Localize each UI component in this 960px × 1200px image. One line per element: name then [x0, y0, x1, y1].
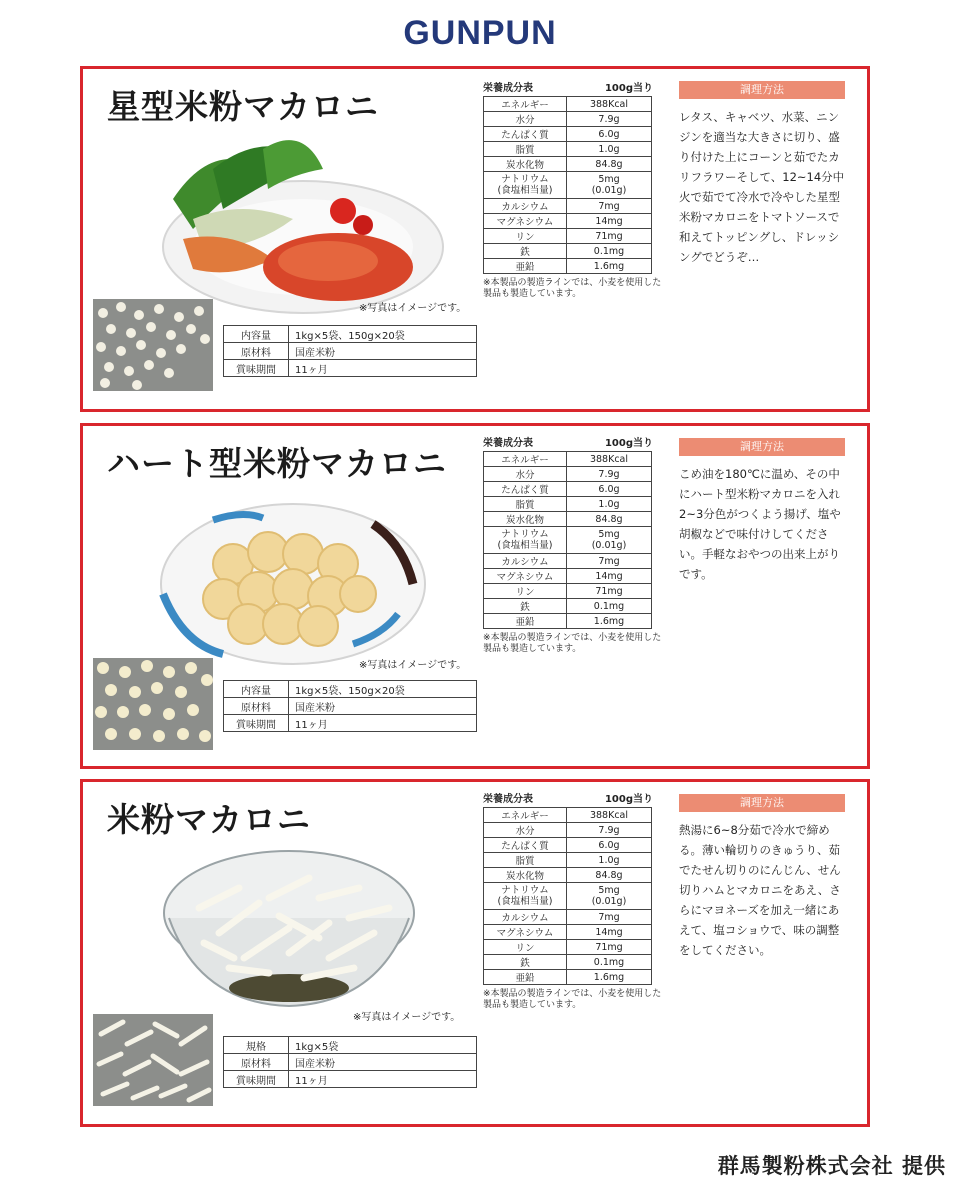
nutrient-label: 水分	[484, 467, 567, 482]
nutrient-value: 0.1mg	[567, 955, 652, 970]
spec-row	[224, 1071, 477, 1088]
nutrient-label: マグネシウム	[484, 925, 567, 940]
nutrient-label: たんぱく質	[484, 838, 567, 853]
spec-row	[224, 715, 477, 732]
product-title: 星型米粉マカロニ	[107, 87, 379, 126]
nutrient-label: 鉄	[484, 955, 567, 970]
cooking-method-text: 熱湯に6~8分茹で冷水で締める。薄い輪切りのきゅうり、茹でたせん切りのにんじん、せん切りハムとマカロニをあえ、さらにマヨネーズを加え一緒にあえて、塩コショウで、味の調整をしてください。	[679, 823, 841, 957]
brand-logo: GUNPUN	[403, 14, 557, 52]
nutrient-value: 7.9g	[567, 467, 652, 482]
cooking-method-text: レタス、キャベツ、水菜、ニンジンを適当な大きさに切り、盛り付けた上にコーンと茹でたカリフラワーそして、12~14分中火で茹でて冷水で冷やした星型米粉マカロニをトマトソースで和えてトッピングし、ドレッシングでどうぞ…	[679, 110, 845, 264]
nutrient-value: 5mg (0.01g)	[567, 883, 652, 910]
nutrient-label: リン	[484, 229, 567, 244]
nutrient-value: 388Kcal	[567, 97, 652, 112]
nutrient-label: カルシウム	[484, 554, 567, 569]
nutrition-title: 栄養成分表	[483, 794, 533, 805]
nutrient-value: 1.6mg	[567, 970, 652, 985]
nutrient-value: 6.0g	[567, 482, 652, 497]
nutrition-table	[483, 451, 652, 629]
nutrition-title: 栄養成分表	[483, 83, 533, 94]
nutrient-label: エネルギー	[484, 452, 567, 467]
spec-value: 国産米粉	[289, 1054, 477, 1071]
nutrient-value: 84.8g	[567, 157, 652, 172]
nutrient-value: 6.0g	[567, 838, 652, 853]
nutrient-value: 7.9g	[567, 112, 652, 127]
nutrient-value: 6.0g	[567, 127, 652, 142]
spec-row	[224, 1037, 477, 1054]
nutrient-value: 0.1mg	[567, 599, 652, 614]
nutrient-label: 水分	[484, 823, 567, 838]
nutrition-table	[483, 807, 652, 985]
spec-key: 賞味期間	[224, 1071, 289, 1088]
nutrient-label: カルシウム	[484, 910, 567, 925]
nutrient-label: 炭水化物	[484, 512, 567, 527]
nutrition-table-block	[483, 434, 663, 655]
nutrient-value: 71mg	[567, 229, 652, 244]
cooking-method-header: 調理方法	[679, 794, 845, 812]
product-title: 米粉マカロニ	[107, 800, 311, 839]
allergen-note: ※本製品の製造ラインでは、小麦を使用した製品も製造しています。	[483, 633, 662, 654]
cooking-method-header: 調理方法	[679, 438, 845, 456]
nutrient-value: 7mg	[567, 199, 652, 214]
nutrient-label: ナトリウム (食塩相当量)	[484, 172, 567, 199]
nutrient-label: ナトリウム (食塩相当量)	[484, 883, 567, 910]
nutrient-value: 71mg	[567, 940, 652, 955]
nutrient-value: 84.8g	[567, 868, 652, 883]
nutrient-value: 14mg	[567, 569, 652, 584]
nutrition-title: 栄養成分表	[483, 438, 533, 449]
nutrient-value: 7mg	[567, 910, 652, 925]
salad-dish-photo	[153, 129, 453, 319]
spec-key: 内容量	[224, 326, 289, 343]
star-macaroni-thumbnail	[93, 299, 213, 391]
allergen-note: ※本製品の製造ラインでは、小麦を使用した製品も製造しています。	[483, 989, 662, 1010]
provider-credit: 群馬製粉株式会社 提供	[717, 1154, 946, 1178]
nutrition-per: 100g当り	[604, 438, 653, 449]
nutrient-label: 鉄	[484, 599, 567, 614]
nutrient-value: 84.8g	[567, 512, 652, 527]
nutrient-value: 7.9g	[567, 823, 652, 838]
spec-key: 原材料	[224, 1054, 289, 1071]
nutrient-value: 1.0g	[567, 853, 652, 868]
nutrient-label: 炭水化物	[484, 157, 567, 172]
spec-key: 原材料	[224, 343, 289, 360]
nutrient-label: リン	[484, 584, 567, 599]
product-title: ハート型米粉マカロニ	[107, 444, 447, 483]
nutrition-per: 100g当り	[604, 83, 653, 94]
straight-macaroni-thumbnail	[93, 1014, 213, 1106]
nutrient-label: 脂質	[484, 142, 567, 157]
nutrition-header	[483, 79, 653, 94]
photo-caption: ※写真はイメージです。	[359, 660, 467, 671]
nutrient-label: たんぱく質	[484, 482, 567, 497]
nutrient-value: 1.6mg	[567, 614, 652, 629]
nutrient-label: 鉄	[484, 244, 567, 259]
spec-key: 内容量	[224, 681, 289, 698]
nutrient-label: 脂質	[484, 853, 567, 868]
spec-table	[223, 680, 477, 732]
nutrient-label: エネルギー	[484, 808, 567, 823]
nutrient-label: ナトリウム (食塩相当量)	[484, 527, 567, 554]
nutrient-value: 14mg	[567, 925, 652, 940]
nutrient-label: 亜鉛	[484, 614, 567, 629]
nutrient-value: 5mg (0.01g)	[567, 172, 652, 199]
spec-row	[224, 326, 477, 343]
nutrient-label: たんぱく質	[484, 127, 567, 142]
heart-macaroni-thumbnail	[93, 658, 213, 750]
fried-macaroni-dish-photo	[153, 484, 433, 674]
nutrient-label: マグネシウム	[484, 214, 567, 229]
spec-value: 国産米粉	[289, 343, 477, 360]
nutrient-value: 5mg (0.01g)	[567, 527, 652, 554]
spec-row	[224, 1054, 477, 1071]
nutrient-label: カルシウム	[484, 199, 567, 214]
spec-value: 11ヶ月	[289, 1071, 477, 1088]
spec-value: 1kg×5袋、150g×20袋	[289, 326, 477, 343]
cooking-method-header: 調理方法	[679, 81, 845, 99]
spec-key: 原材料	[224, 698, 289, 715]
nutrient-value: 388Kcal	[567, 452, 652, 467]
photo-caption: ※写真はイメージです。	[353, 1012, 461, 1023]
nutrition-table-block	[483, 79, 663, 300]
nutrient-value: 7mg	[567, 554, 652, 569]
spec-value: 1kg×5袋	[289, 1037, 477, 1054]
spec-key: 規格	[224, 1037, 289, 1054]
product-panel-star	[80, 66, 870, 412]
product-panel-plain	[80, 779, 870, 1127]
spec-row	[224, 698, 477, 715]
nutrient-label: 水分	[484, 112, 567, 127]
spec-key: 賞味期間	[224, 360, 289, 377]
nutrient-value: 388Kcal	[567, 808, 652, 823]
nutrient-value: 14mg	[567, 214, 652, 229]
nutrition-header	[483, 434, 653, 449]
nutrient-value: 71mg	[567, 584, 652, 599]
nutrient-label: エネルギー	[484, 97, 567, 112]
nutrition-per: 100g当り	[604, 794, 653, 805]
nutrition-table	[483, 96, 652, 274]
nutrient-label: マグネシウム	[484, 569, 567, 584]
nutrient-value: 1.0g	[567, 142, 652, 157]
nutrient-label: 炭水化物	[484, 868, 567, 883]
spec-value: 11ヶ月	[289, 715, 477, 732]
spec-row	[224, 681, 477, 698]
nutrient-label: リン	[484, 940, 567, 955]
nutrient-label: 亜鉛	[484, 970, 567, 985]
product-panel-heart	[80, 423, 870, 769]
macaroni-bowl-photo	[159, 838, 419, 1008]
spec-table	[223, 325, 477, 377]
nutrition-header	[483, 790, 653, 805]
nutrition-table-block	[483, 790, 663, 1011]
allergen-note: ※本製品の製造ラインでは、小麦を使用した製品も製造しています。	[483, 278, 662, 299]
spec-row	[224, 343, 477, 360]
nutrient-value: 1.0g	[567, 497, 652, 512]
spec-key: 賞味期間	[224, 715, 289, 732]
spec-table	[223, 1036, 477, 1088]
nutrient-label: 脂質	[484, 497, 567, 512]
nutrient-value: 1.6mg	[567, 259, 652, 274]
spec-value: 国産米粉	[289, 698, 477, 715]
photo-caption: ※写真はイメージです。	[359, 303, 467, 314]
nutrient-label: 亜鉛	[484, 259, 567, 274]
spec-row	[224, 360, 477, 377]
spec-value: 1kg×5袋、150g×20袋	[289, 681, 477, 698]
cooking-method-text: こめ油を180℃に温め、その中にハート型米粉マカロニを入れ2~3分色がつくよう揚げ、塩や胡椒などで味付けしてください。手軽なおやつの出来上がりです。	[679, 467, 841, 581]
nutrient-value: 0.1mg	[567, 244, 652, 259]
spec-value: 11ヶ月	[289, 360, 477, 377]
